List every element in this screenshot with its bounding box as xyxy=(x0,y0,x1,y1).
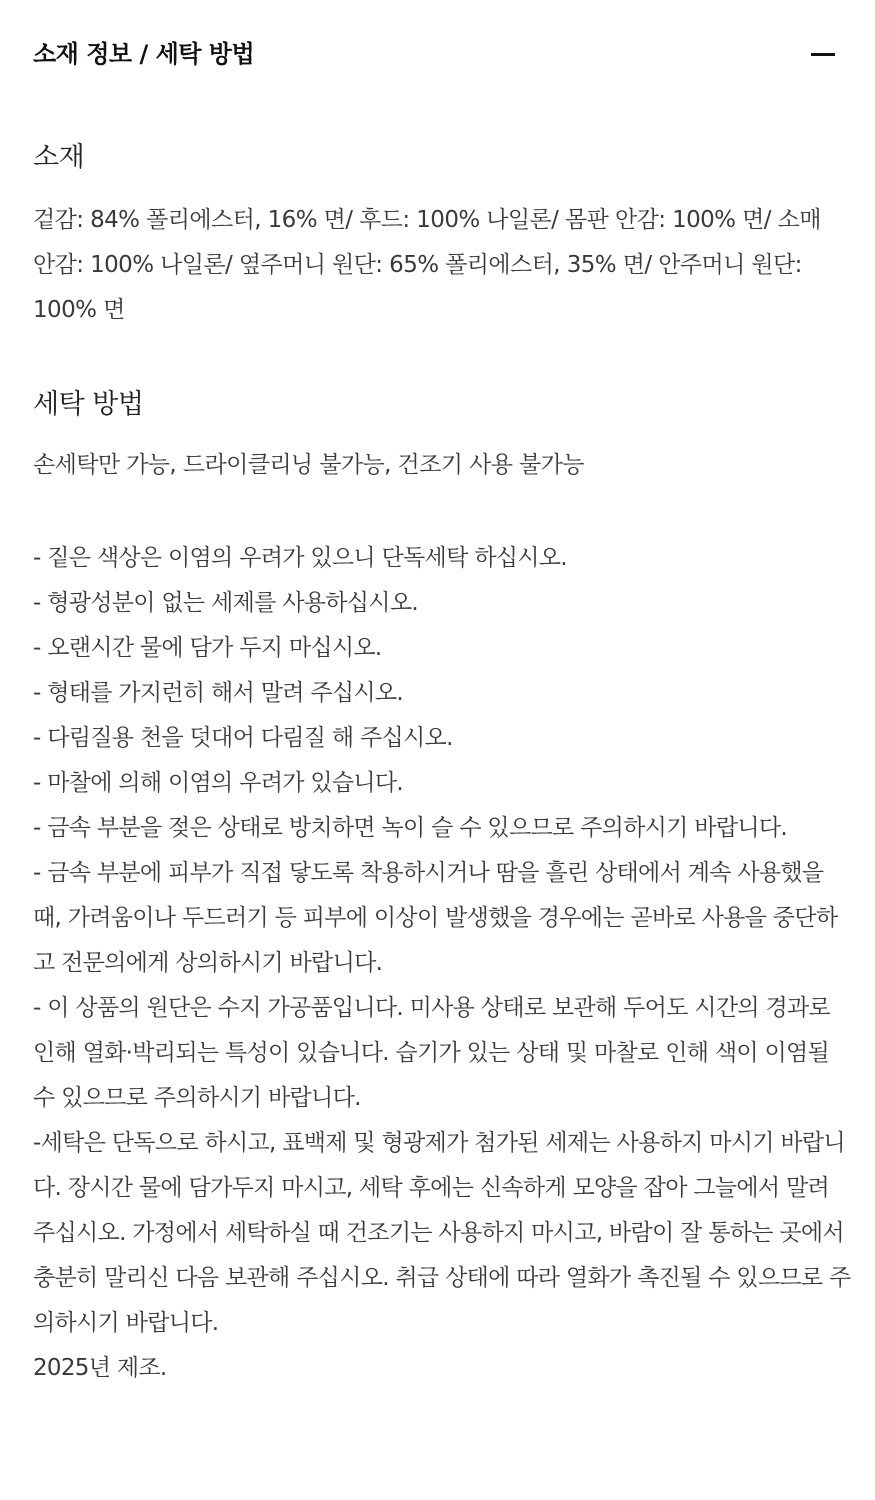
washing-note: - 다림질용 천을 덧대어 다림질 해 주십시오. xyxy=(33,725,453,751)
washing-notes xyxy=(33,536,853,1391)
washing-summary: 손세탁만 가능, 드라이클리닝 불가능, 건조기 사용 불가능 xyxy=(33,452,584,478)
washing-note: - 형광성분이 없는 세제를 사용하십시오. xyxy=(33,590,418,616)
washing-note: - 이 상품의 원단은 수지 가공품입니다. 미사용 상태로 보관해 두어도 시간의 경과로 인해 열화·박리되는 특성이 있습니다. 습기가 있는 상태 및 마찰로 인해 색이 이염될 수 있으므로 주의하시기 바랍니다. xyxy=(33,995,831,1111)
material-text: 겉감: 84% 폴리에스터, 16% 면/ 후드: 100% 나일론/ 몸판 안감: 100% 면/ 소매 안감: 100% 나일론/ 옆주머니 원단: 65% 폴리에스터, 35% 면/ 안주머니 원단: 100% 면 xyxy=(33,207,821,323)
collapse-button[interactable] xyxy=(809,34,837,74)
accordion-header[interactable] xyxy=(33,34,837,74)
washing-title: 세탁 방법 xyxy=(33,389,144,420)
accordion-title: 소재 정보 / 세탁 방법 xyxy=(33,40,255,68)
washing-note: - 짙은 색상은 이염의 우려가 있으니 단독세탁 하십시오. xyxy=(33,545,567,571)
washing-note: -세탁은 단독으로 하시고, 표백제 및 형광제가 첨가된 세제는 사용하지 마시기 바랍니다. 장시간 물에 담가두지 마시고, 세탁 후에는 신속하게 모양을 잡아 그늘에서 말려 주십시오. 가정에서 세탁하실 때 건조기는 사용하지 마시고, 바람이 잘 통하는 곳에서 충분히 말리신 다음 보관해 주십시오. 취급 상태에 따라 열화가 촉진될 수 있으므로 주의하시기 바랍니다. xyxy=(33,1130,851,1336)
minus-icon xyxy=(811,53,835,56)
washing-note: - 형태를 가지런히 해서 말려 주십시오. xyxy=(33,680,404,706)
material-title: 소재 xyxy=(33,142,85,173)
washing-note: - 금속 부분을 젖은 상태로 방치하면 녹이 슬 수 있으므로 주의하시기 바랍니다. xyxy=(33,815,787,841)
washing-note: - 오랜시간 물에 담가 두지 마십시오. xyxy=(33,635,382,661)
washing-note: - 마찰에 의해 이염의 우려가 있습니다. xyxy=(33,770,404,796)
manufacture-year: 2025년 제조. xyxy=(33,1355,167,1381)
washing-note: - 금속 부분에 피부가 직접 닿도록 착용하시거나 땀을 흘린 상태에서 계속 사용했을 때, 가려움이나 두드러기 등 피부에 이상이 발생했을 경우에는 곧바로 사용을 중단하고 전문의에게 상의하시기 바랍니다. xyxy=(33,860,838,976)
